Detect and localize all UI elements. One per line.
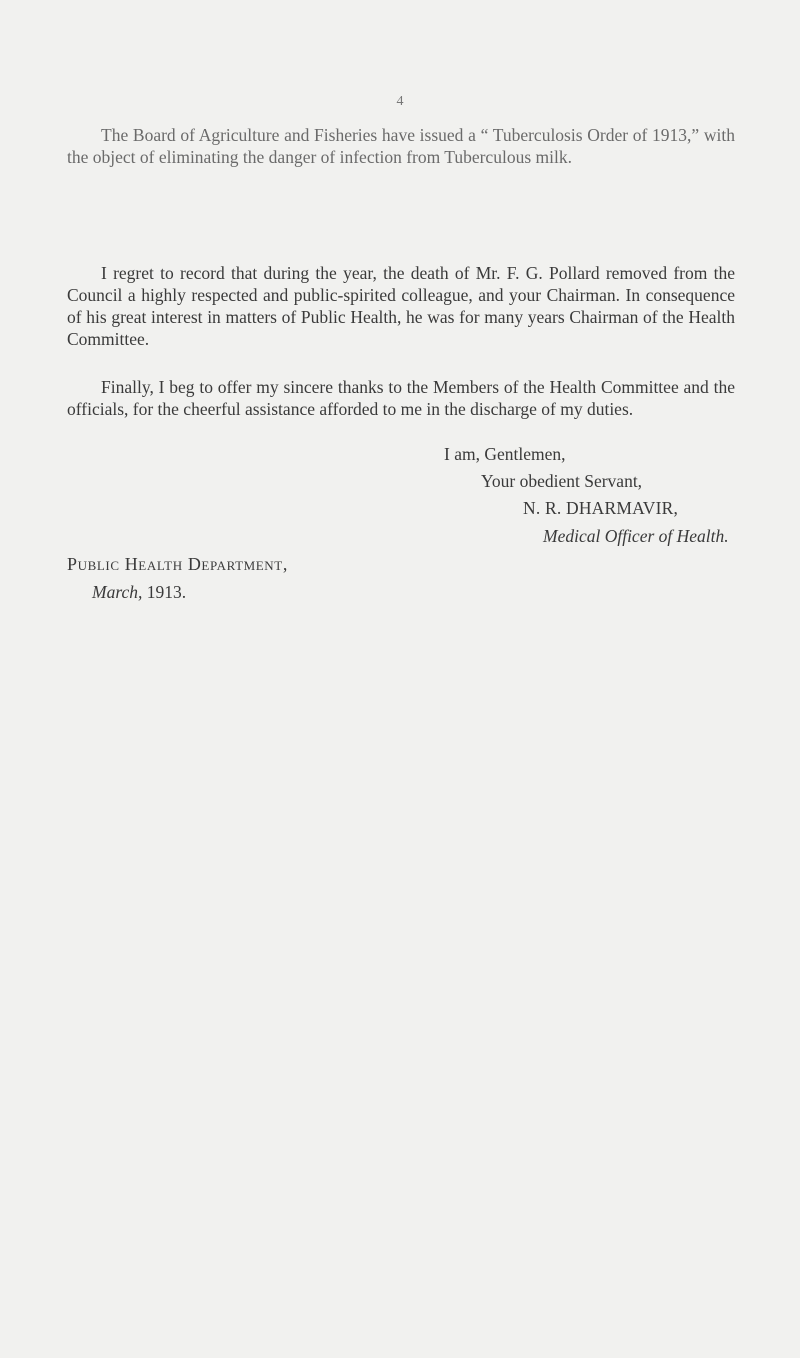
- page-number: 4: [396, 94, 404, 109]
- date-month: March,: [92, 582, 143, 602]
- paragraph-thanks: Finally, I beg to offer my sincere thanks to the Members of the Health Committee and the officials, for the cheerful assistance afforded to me in the discharge of my duties.: [67, 377, 735, 419]
- closing-greeting: I am, Gentlemen,: [444, 444, 566, 464]
- paragraph-pollard-obituary: I regret to record that during the year, the death of Mr. F. G. Pollard removed from the Council a highly respected and public-spirited colleague, and your Chairman. In consequence of his great interest in matters of Public Health, he was for many years Chairman of the Health Committee.: [67, 263, 735, 349]
- signature-name: N. R. DHARMAVIR,: [523, 498, 679, 518]
- department-name: Public Health Department,: [67, 554, 288, 574]
- date-line: [92, 581, 186, 603]
- closing-valediction: Your obedient Servant,: [481, 471, 643, 491]
- signature-title: Medical Officer of Health.: [543, 526, 729, 546]
- date-year: 1913.: [142, 582, 187, 602]
- paragraph-tuberculosis-order: The Board of Agriculture and Fisheries have issued a “ Tuberculosis Order of 1913,” with the object of eliminating the danger of infection from Tuberculous milk.: [67, 125, 735, 167]
